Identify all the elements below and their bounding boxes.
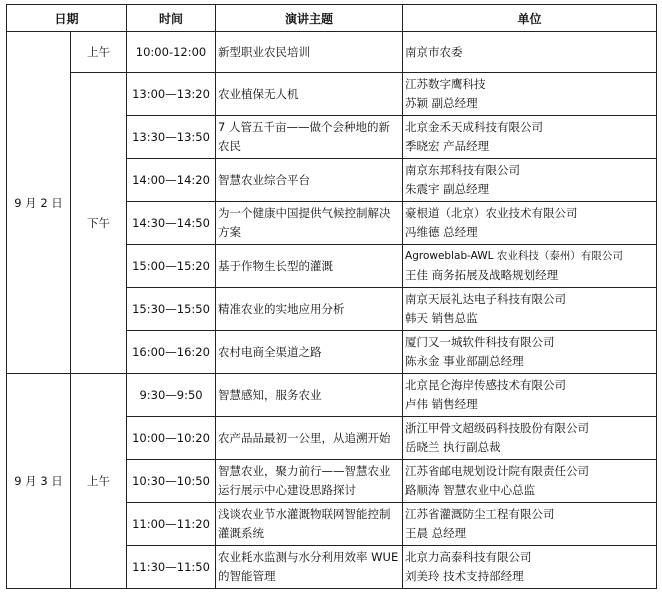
org-name: 北京金禾天成科技有限公司: [405, 120, 544, 134]
speaker: 陈永金 事业部副总经理: [405, 354, 524, 368]
time-cell: 10:00-12:00: [127, 32, 216, 73]
org-name: 南京天辰礼达电子科技有限公司: [405, 292, 567, 306]
header-unit: 单位: [403, 5, 657, 32]
org-name: 南京市农委: [405, 44, 463, 59]
time-cell: 11:00—11:20: [127, 503, 216, 546]
topic-cell: 智慧农业，聚力前行——智慧农业运行展示中心建设思路探讨: [216, 460, 403, 503]
date-cell: 9 月 3 日: [7, 374, 71, 589]
topic-cell: 农业植保无人机: [216, 73, 403, 116]
org-name: Agroweblab-AWL 农业科技（泰州）有限公司: [405, 250, 623, 262]
topic-cell: 智慧感知，服务农业: [216, 374, 403, 417]
topic-cell: 7 人管五千亩——做个会种地的新农民: [216, 116, 403, 159]
speaker: 苏颖 副总经理: [405, 96, 478, 110]
topic-cell: 农村电商全渠道之路: [216, 331, 403, 374]
org-name: 浙江甲骨文超级码科技股份有限公司: [405, 421, 590, 435]
topic-cell: 新型职业农民培训: [216, 32, 403, 73]
speaker: 朱震宇 副总经理: [405, 182, 490, 196]
topic-cell: 浅谈农业节水灌溉物联网智能控制灌溉系统: [216, 503, 403, 546]
unit-cell: [403, 202, 657, 245]
speaker: 王晨 总经理: [405, 526, 467, 540]
unit-cell: [403, 245, 657, 288]
topic-cell: 智慧农业综合平台: [216, 159, 403, 202]
session-cell: 上午: [71, 32, 127, 73]
topic-cell: 精准农业的实地应用分析: [216, 288, 403, 331]
table-row: [7, 374, 657, 417]
unit-cell: [403, 32, 657, 73]
time-cell: 10:30—10:50: [127, 460, 216, 503]
unit-cell: [403, 159, 657, 202]
unit-cell: [403, 73, 657, 116]
time-cell: 15:30—15:50: [127, 288, 216, 331]
org-name: 北京昆仑海岸传感技术有限公司: [405, 378, 567, 392]
time-cell: 13:30—13:50: [127, 116, 216, 159]
speaker: 冯维德 总经理: [405, 225, 478, 239]
time-cell: 10:00—10:20: [127, 417, 216, 460]
org-name: 厦门又一城软件科技有限公司: [405, 335, 555, 349]
time-cell: 16:00—16:20: [127, 331, 216, 374]
speaker: 岳晓兰 执行副总裁: [405, 440, 501, 454]
speaker: 卢伟 销售经理: [405, 397, 478, 411]
header-time: 时间: [127, 5, 216, 32]
speaker: 季晓宏 产品经理: [405, 139, 490, 153]
topic-cell: 为一个健康中国提供气候控制解决方案: [216, 202, 403, 245]
org-name: 南京东邦科技有限公司: [405, 163, 521, 177]
topic-cell: 农业耗水监测与水分利用效率 WUE 的智能管理: [216, 546, 403, 589]
time-cell: 14:30—14:50: [127, 202, 216, 245]
unit-cell: [403, 374, 657, 417]
speaker: 路顺涛 智慧农业中心总监: [405, 483, 536, 497]
org-name: 北京力高泰科技有限公司: [405, 550, 532, 564]
time-cell: 13:00—13:20: [127, 73, 216, 116]
org-name: 豪根道（北京）农业技术有限公司: [405, 206, 578, 220]
header-topic: 演讲主题: [216, 5, 403, 32]
unit-cell: [403, 331, 657, 374]
table-row: [7, 32, 657, 73]
org-name: 江苏省邮电规划设计院有限责任公司: [405, 464, 590, 478]
schedule-table: [6, 4, 657, 589]
header-row: [7, 5, 657, 32]
header-date: 日期: [7, 5, 127, 32]
org-name: 江苏数字鹰科技: [405, 77, 486, 91]
unit-cell: [403, 546, 657, 589]
speaker: 王佳 商务拓展及战略规划经理: [405, 268, 559, 282]
unit-cell: [403, 460, 657, 503]
date-cell: 9 月 2 日: [7, 32, 71, 374]
table-row: [7, 73, 657, 116]
time-cell: 15:00—15:20: [127, 245, 216, 288]
time-cell: 9:30—9:50: [127, 374, 216, 417]
session-cell: 下午: [71, 73, 127, 374]
unit-cell: [403, 503, 657, 546]
unit-cell: [403, 116, 657, 159]
time-cell: 14:00—14:20: [127, 159, 216, 202]
time-cell: 11:30—11:50: [127, 546, 216, 589]
topic-cell: 农产品品最初一公里，从追溯开始: [216, 417, 403, 460]
unit-cell: [403, 288, 657, 331]
org-name: 江苏省灌溉防尘工程有限公司: [405, 507, 555, 521]
speaker: 韩天 销售总监: [405, 311, 478, 325]
speaker: 刘美玲 技术支持部经理: [405, 569, 524, 583]
session-cell: 上午: [71, 374, 127, 589]
unit-cell: [403, 417, 657, 460]
topic-cell: 基于作物生长型的灌溉: [216, 245, 403, 288]
